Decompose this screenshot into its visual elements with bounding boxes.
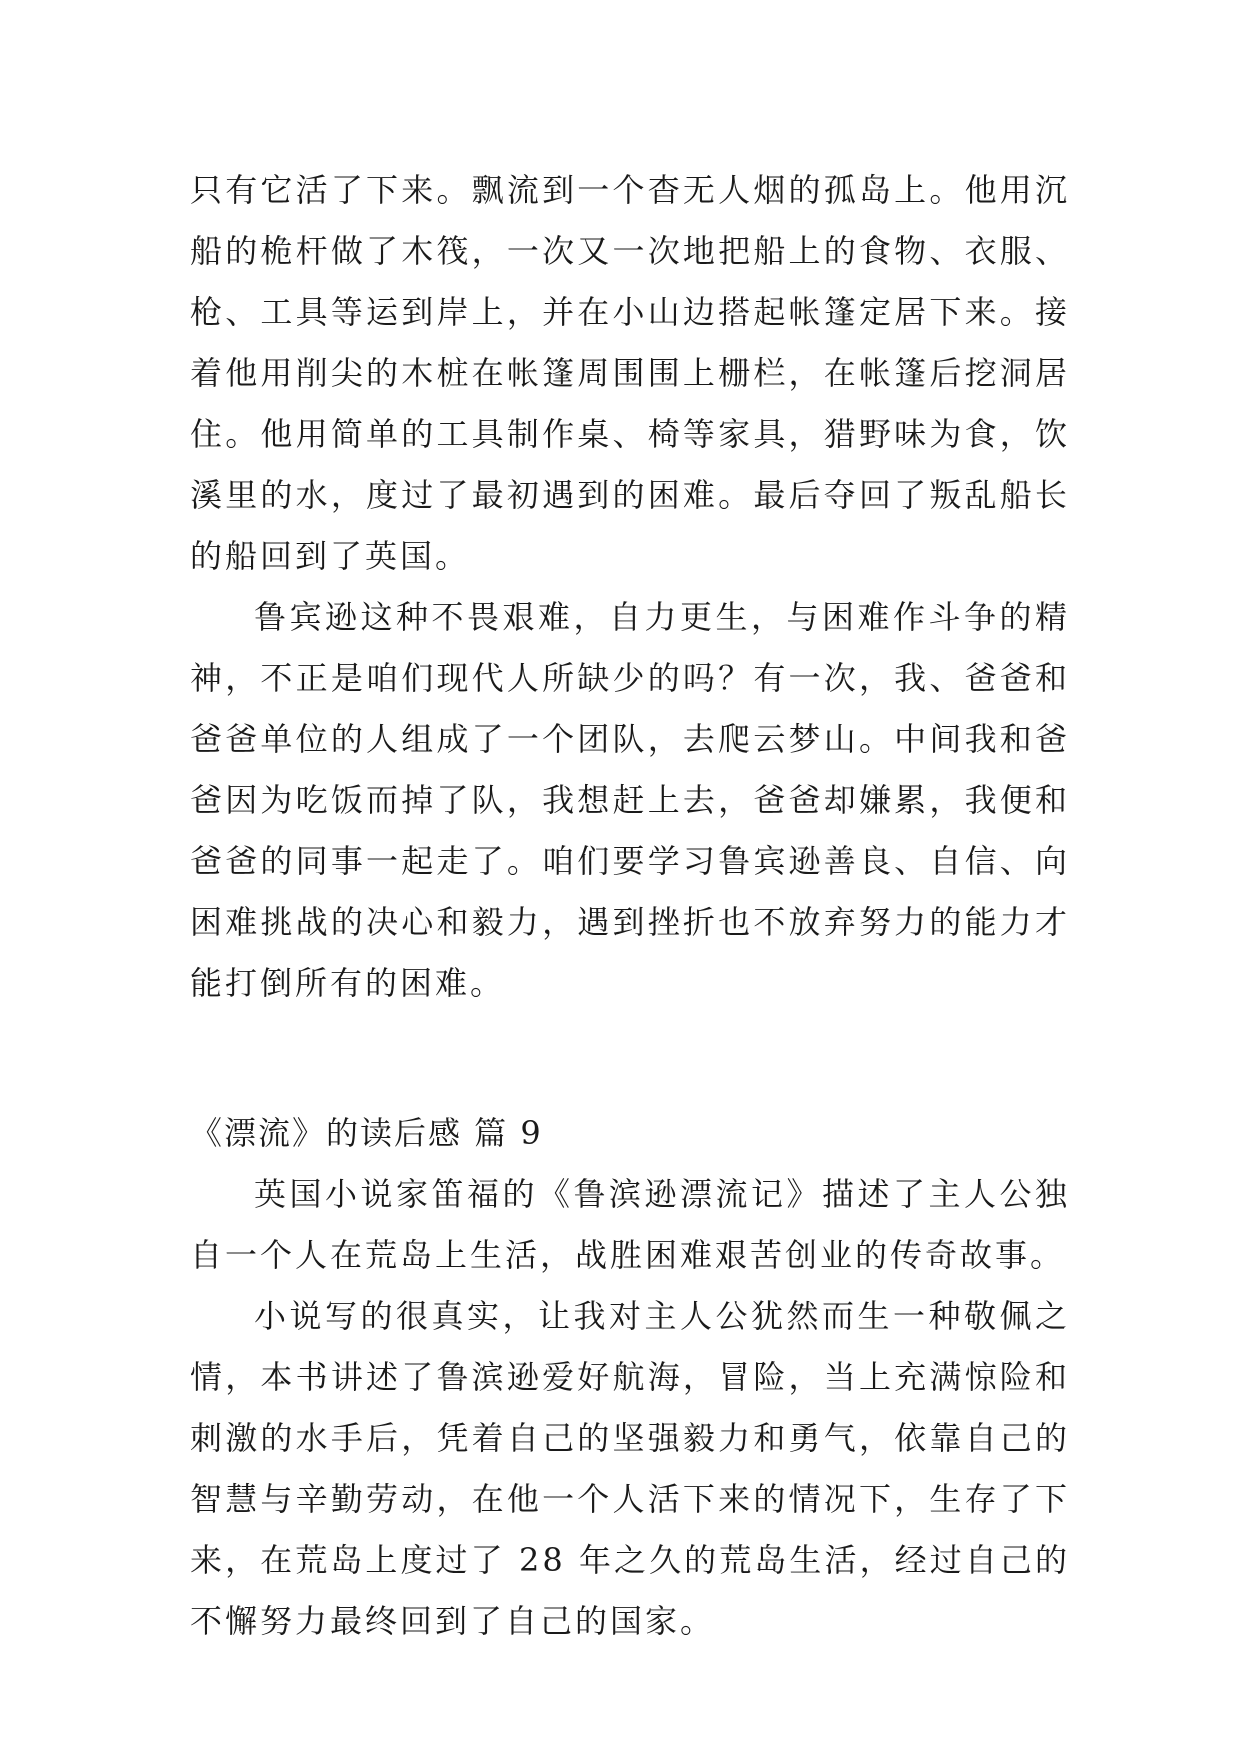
document-body bbox=[190, 160, 1070, 1652]
paragraph-continued: 只有它活了下来。飘流到一个杳无人烟的孤岛上。他用沉船的桅杆做了木筏，一次又一次地把船上的食物、衣服、枪、工具等运到岸上，并在小山边搭起帐篷定居下来。接着他用削尖的木桩在帐篷周围围上栅栏，在帐篷后挖洞居住。他用简单的工具制作桌、椅等家具，猎野味为食，饮溪里的水，度过了最初遇到的困难。最后夺回了叛乱船长的船回到了英国。 bbox=[190, 171, 1070, 575]
paragraph: 鲁宾逊这种不畏艰难，自力更生，与困难作斗争的精神，不正是咱们现代人所缺少的吗？有一次，我、爸爸和爸爸单位的人组成了一个团队，去爬云梦山。中间我和爸爸因为吃饭而掉了队，我想赶上去，爸爸却嫌累，我便和爸爸的同事一起走了。咱们要学习鲁宾逊善良、自信、向困难挑战的决心和毅力，遇到挫折也不放弃努力的能力才能打倒所有的困难。 bbox=[190, 598, 1070, 1002]
paragraph: 英国小说家笛福的《鲁滨逊漂流记》描述了主人公独自一个人在荒岛上生活，战胜困难艰苦创业的传奇故事。 bbox=[190, 1175, 1070, 1274]
paragraph: 小说写的很真实，让我对主人公犹然而生一种敬佩之情，本书讲述了鲁滨逊爱好航海，冒险，当上充满惊险和刺激的水手后，凭着自己的坚强毅力和勇气，依靠自己的智慧与辛勤劳动，在他一个人活下来的情况下，生存了下来，在荒岛上度过了 28 年之久的荒岛生活，经过自己的不懈努力最终回到了自己的国家。 bbox=[190, 1297, 1070, 1640]
section-heading: 《漂流》的读后感 篇 9 bbox=[190, 1114, 543, 1152]
